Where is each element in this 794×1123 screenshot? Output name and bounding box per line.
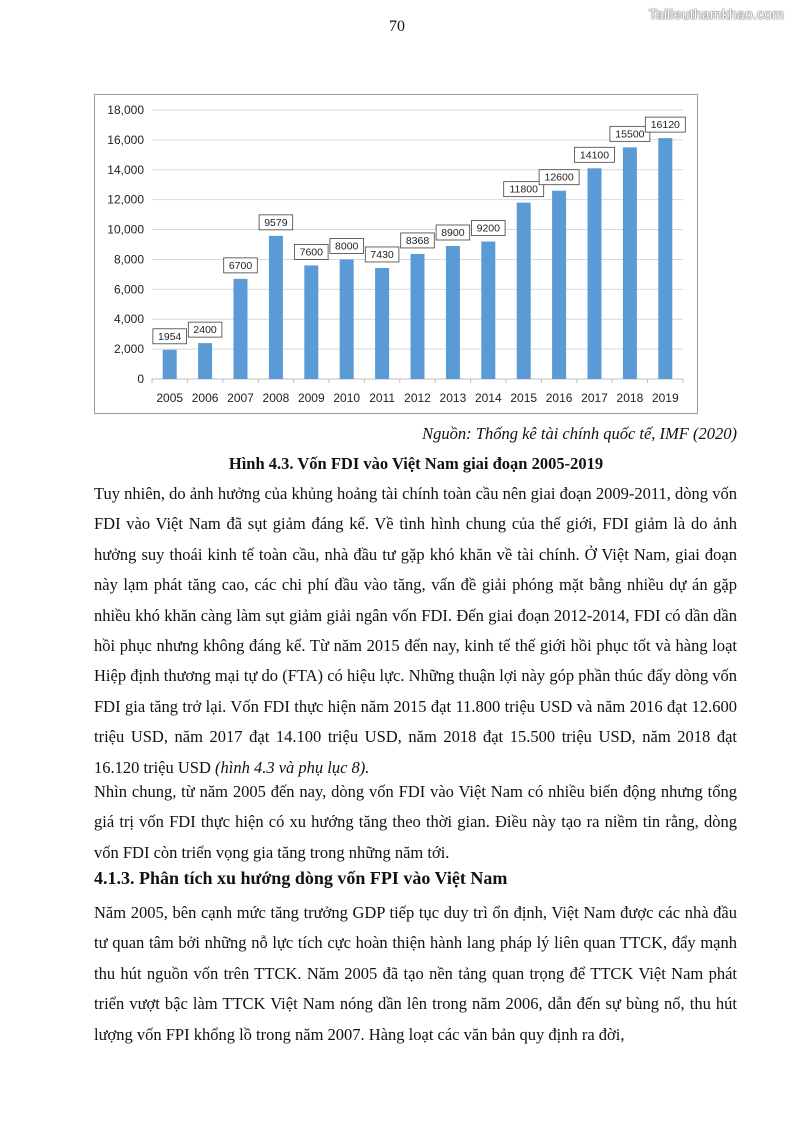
y-tick-label: 10,000 [107,222,144,237]
paragraph-3: Năm 2005, bên cạnh mức tăng trưởng GDP tiếp tục duy trì ổn định, Việt Nam được các nhà đầu tư quan tâm bởi những nỗ lực tích cực hoàn thiện hành lang pháp lý liên quan TTCK, đẩy mạnh thu hút nguồn vốn trên TTCK. Năm 2005 đã tạo nền tảng quan trọng để TTCK Việt Nam phát triển vượt bậc làm TTCK Việt Nam nóng dần lên trong năm 2006, dẫn đến sự bùng nổ, thu hút lượng vốn FPI khổng lồ trong năm 2007. Hàng loạt các văn bản quy định ra đời, [94,903,737,1044]
fdi-bar-chart [95,95,697,413]
data-label: 6700 [228,259,253,272]
x-tick-label: 2007 [227,391,254,405]
bar [340,259,354,379]
x-tick-label: 2014 [474,391,502,405]
paragraph-1-text: Tuy nhiên, do ảnh hưởng của khủng hoảng tài chính toàn cầu nên giai đoạn 2009-2011, dòng vốn FDI vào Việt Nam đã sụt giảm đáng kể. Về tình hình chung của thế giới, FDI giảm là do ảnh hưởng suy thoái kinh tế toàn cầu, nhà đầu tư gặp khó khăn về tài chính. Ở Việt Nam, giai đoạn này lạm phát tăng cao, các chi phí đầu vào tăng, vấn đề giải phóng mặt bằng nhiều dự án gặp nhiều khó khăn càng làm sụt giảm giải ngân vốn FDI. Đến giai đoạn 2012-2014, FDI có dần dần hồi phục nhưng không đáng kể. Từ năm 2015 đến nay, kinh tế thế giới hồi phục tốt và hàng loạt Hiệp định thương mại tự do (FTA) có hiệu lực. Những thuận lợi này góp phần thúc đẩy dòng vốn FDI gia tăng trở lại. Vốn FDI thực hiện năm 2015 đạt 11.800 triệu USD và năm 2016 đạt 12.600 triệu USD, năm 2017 đạt 14.100 triệu USD, năm 2018 đạt 15.500 triệu USD, năm 2018 đạt 16.120 triệu USD [94,484,737,777]
bar [163,350,177,379]
x-tick-label: 2016 [545,391,573,405]
data-label: 9579 [264,216,288,229]
data-label: 8000 [335,240,359,253]
bar [552,191,566,379]
x-tick-label: 2015 [510,391,538,405]
data-label: 16120 [650,119,680,132]
data-label: 14100 [579,149,610,162]
bar [234,279,248,379]
y-tick-label: 0 [137,372,144,386]
y-tick-label: 6,000 [113,282,144,297]
x-tick-label: 2018 [616,391,644,405]
x-tick-label: 2013 [439,391,467,405]
bar [623,147,637,379]
bar [375,268,389,379]
page-number: 70 [389,18,405,35]
bar [411,254,425,379]
figure-caption: Hình 4.3. Vốn FDI vào Việt Nam giai đoạn 2005-2019 [228,454,604,473]
x-tick-label: 2010 [333,391,361,405]
x-tick-label: 2017 [581,391,608,405]
y-tick-label: 12,000 [107,192,144,207]
x-tick-label: 2009 [297,391,325,405]
x-tick-label: 2019 [651,391,679,405]
data-label: 8900 [441,226,465,239]
y-tick-label: 4,000 [113,312,144,327]
watermark: Tailieuthamkhao.com [648,6,784,22]
figure-source: Nguồn: Thống kê tài chính quốc tế, IMF (2020) [422,424,737,443]
bar [588,168,602,379]
bar [446,246,460,379]
x-tick-label: 2012 [404,391,431,405]
data-label: 7600 [299,246,323,259]
section-heading: 4.1.3. Phân tích xu hướng dòng vốn FPI vào Việt Nam [94,868,508,888]
data-label: 15500 [615,128,645,141]
paragraph-1 [94,479,737,783]
bar [481,242,495,379]
chart-frame [94,94,698,414]
y-tick-label: 18,000 [107,103,144,117]
paragraph-2: Nhìn chung, từ năm 2005 đến nay, dòng vốn FDI vào Việt Nam có nhiều biến động nhưng tổng giá trị vốn FDI thực hiện có xu hướng tăng theo thời gian. Điều này tạo ra niềm tin rằng, dòng vốn FDI còn triển vọng gia tăng trong những năm tới. [94,782,737,862]
bar [304,265,318,379]
bar [658,138,672,379]
data-label: 2400 [193,324,217,337]
data-label: 12600 [544,171,574,184]
bar [198,343,212,379]
x-tick-label: 2005 [156,391,184,405]
y-tick-label: 16,000 [107,132,144,147]
data-label: 9200 [476,222,500,235]
y-tick-label: 8,000 [113,252,144,267]
bar [269,236,283,379]
x-tick-label: 2006 [191,391,219,405]
x-tick-label: 2011 [369,391,396,405]
bar [517,203,531,379]
y-tick-label: 2,000 [113,342,144,357]
paragraph-1-reference: (hình 4.3 và phụ lục 8). [215,757,370,777]
data-label: 8368 [405,234,430,247]
y-tick-label: 14,000 [107,162,144,177]
data-label: 7430 [370,248,394,261]
data-label: 11800 [509,183,538,196]
data-label: 1954 [158,330,182,343]
x-tick-label: 2008 [262,391,290,405]
